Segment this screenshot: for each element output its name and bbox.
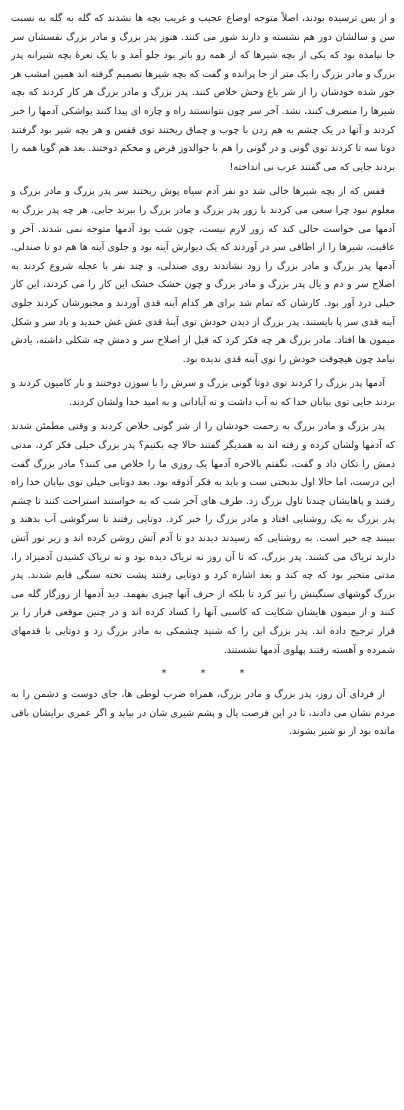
section-separator [11, 666, 395, 682]
paragraph-5: از فردای آن روز، پدر بزرگ و مادر بزرگ، همراه ضرب لوطی ها، جای دوست و دشمن را به مردم نشان می دادند، تا در این فرصت یال و پشم شیری شان در بیاید و اگر عمری برایشان باقی مانده بود از نو شیر بشوند. [11, 689, 395, 738]
paragraph-3: آدمها پدر بزرگ را کردند توی دوتا گونی بزرگ و سرش را با سوزن دوختند و بار کامیون کردند و بردند جایی توی بیابان خدا که نه آب داشت و نه آبادانی و به امید خدا ولشان کردند. [11, 378, 395, 408]
paragraph-4: پدر بزرگ و مادر بزرگ به زحمت خودشان را از شر گونی خلاص کردند و وقتی مطمئن شدند که آدمها ولشان کرده و رفته اند به همدیگر گفتند حالا چه بکنیم؟ پدر بزرگ خیلی فکر کرد، مدتی دمش را تکان داد و گفت، نگفتم بالاخره آدمها یک روزی ما را خلاص می کنند؟ مادر بزرگ گفت این درست، اما حالا اول بدبختی ست و باید به فکر آذوقه بود. بعد دوتایی خیلی توی بیابان خدا راه رفتند و پاهایشان چندتا تاول بزرگ زد. طرف های آخر شب که به خواستند استراحت کنند تا چشم پدر بزرگ به یک روشنایی افتاد و مادر بزرگ را خبر کرد. دوتایی رفتند تا سرگوشی آب بدهند و ببینند چه خبر است. به روشنایی که رسیدند دیدند دو تا آدم آتش روشن کرده اند و زیر نور آتش دارند تریاک می کشند. پدر بزرگ، که تا آن روز نه تریاک دیده بود و نه تریاک کشیدن آدمیزاد را، مدتی متحیر بود که چه کند و بعد اشاره کرد و دوتایی رفتند پشت تخته سنگی قایم شدند. پدر بزرگ گوشهای سنگینش را تیز کرد تا بلکه از حرف آنها چیزی بفهمد. دید آدمها از روزگار گله می کنند و از میمون هایشان شکایت که کاسبی آنها را کساد کرده اند و در چنین موقعی فرار را بر قرار ترجیح داده اند. پدر بزرگ این را که شنید چشمکی به مادر بزرگ زد و دوتایی با قدمهای شمرده و آهسته رفتند پهلوی آدمها نشستند. [11, 421, 395, 656]
separator-star: * [200, 668, 206, 680]
paragraph-1: و از بس ترسیده بودند، اصلاً متوجه اوضاع عجیب و غریب بچه ها نشدند که گله به گله به نسبت سن و سالشان دور هم نشسته و دارند شور می کنند. هنوز پدر بزرگ و مادر بزرگ نفسشان سر جا نیامده بود که یکی از بچه شیرها که از همه رو باتر بود جلو آمد و با یک نعرهٔ بچه شیرانه پدر بزرگ و مادر بزرگ را یک متر از جا پرانده و گفت که بچه شیرها تصمیم گرفته اند همین امشب هر جور شده خودشان را از شر باغ وحش خلاص کنند. پدر بزرگ و مادر بزرگ هر کار کردند که بچه شیرها را منصرف کنند، نشد. آخر سر چون نتوانستند راه و چاره ای پیدا کنند یواشکی آدمها را خبر کردند و آنها در یک چشم به هم زدن با چوب و چماق ریختند توی قفس و هر بچه شیر بود گرفتند دوتا سه تا کردند توی گونی و در گونی را هم با جوالدوز قرص و محکم دوختند. بعد هم گویا همه را بردند جایی که می گفتند عرب نی انداخته! [11, 13, 395, 173]
separator-star: * [239, 668, 245, 680]
paragraph-2: قفس که از بچه شیرها خالی شد دو نفر آدم سیاه پوش ریختند سر پدر بزرگ و مادر بزرگ و معلوم نبود چرا سعی می کردند با زور پدر بزرگ و مادر بزرگ را ببرند جایی. هر چه پدر بزرگ به آدمها می خواست حالی کند که زور لازم نیست، چون شب بود آدمها متوجه نمی شدند. آخر و عاقبت، شیرها را از اطاقی سر در آوردند که یک دیوارش آینه بود و جلوی آینه ها هم دو تا صندلی. آدمها پدر بزرگ و مادر بزرگ را زود نشاندند روی صندلی، و چند نفر با عجله شروع کردند به اصلاح سر و دم و یال پدر بزرگ و مادر بزرگ و چون خشک خشک این کار را می کردند، این کار خیلی درد آور بود. کارشان که تمام شد برای هر کدام آینه قدی آوردند و مجبورشان کردند جلوی آینه قدی سر پا بایستند. پدر بزرگ از دیدن خودش توی آینهٔ قدی غش غش خندید و یاد سر و شکل میمون ها افتاد. مادر بزرگ هر چه فکر کرد که قبل از اصلاح سر و دمش چه شکلی داشته، یادش نیامد چون هیچوقت خودش را توی آینه قدی ندیده بود. [11, 186, 395, 365]
separator-star: * [161, 668, 167, 680]
